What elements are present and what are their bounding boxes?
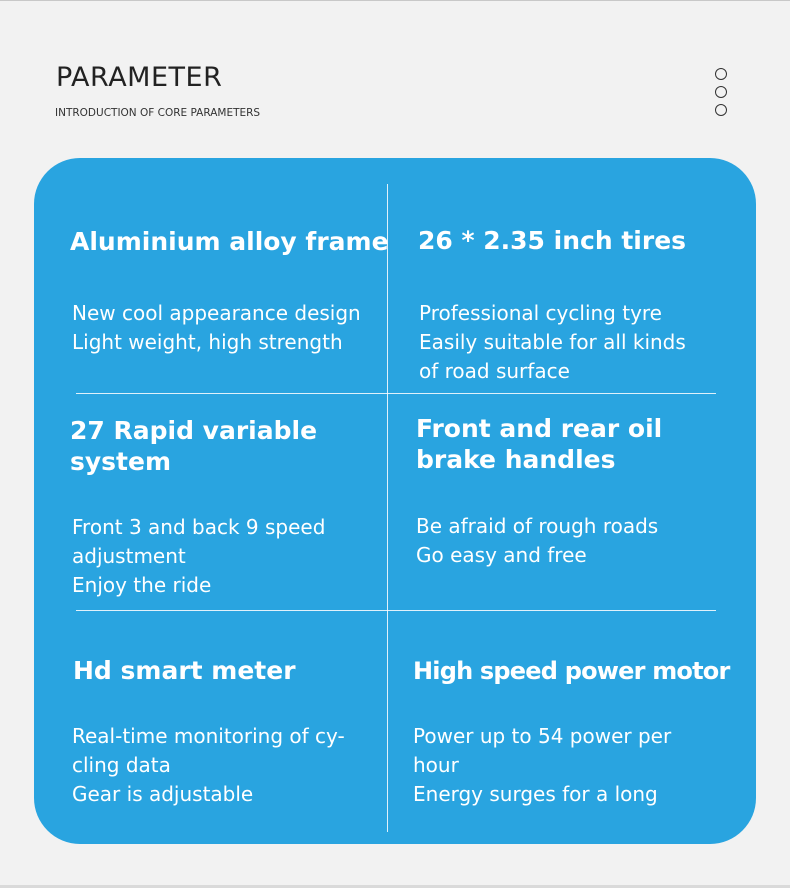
feature-title [413, 656, 730, 687]
feature-line: New cool appearance design [72, 301, 361, 325]
feature-line: Power up to 54 power per [413, 724, 672, 748]
feature-title-line: system [70, 447, 172, 476]
feature-title [70, 415, 317, 477]
decorative-dots [715, 68, 729, 122]
feature-line: Light weight, high strength [72, 330, 343, 354]
feature-line: Easily suitable for all kinds [419, 330, 686, 354]
feature-title [418, 225, 686, 256]
feature-title-line: High speed power motor [413, 657, 730, 685]
feature-line: Front 3 and back 9 speed [72, 515, 326, 539]
feature-title [70, 226, 389, 257]
feature-description [419, 299, 686, 386]
feature-title [73, 655, 296, 686]
feature-line: adjustment [72, 544, 186, 568]
circle-icon [715, 104, 727, 116]
feature-description [72, 299, 361, 357]
column-divider [387, 184, 388, 832]
top-border [0, 0, 790, 1]
row-divider [76, 610, 716, 611]
circle-icon [715, 86, 727, 98]
feature-line: Gear is adjustable [72, 782, 254, 806]
feature-title-line: Aluminium alloy frame [70, 227, 389, 256]
feature-line: Be afraid of rough roads [416, 514, 659, 538]
feature-line: Go easy and free [416, 543, 587, 567]
feature-description [72, 722, 345, 809]
feature-description [413, 722, 671, 809]
feature-line: hour [413, 753, 459, 777]
feature-description [72, 513, 325, 600]
feature-line: of road surface [419, 359, 570, 383]
feature-title [416, 413, 662, 475]
circle-icon [715, 68, 727, 80]
feature-line: Energy surges for a long [413, 782, 658, 806]
feature-line: Professional cycling tyre [419, 301, 662, 325]
page-subtitle: INTRODUCTION OF CORE PARAMETERS [55, 107, 261, 119]
feature-line: Enjoy the ride [72, 573, 212, 597]
feature-title-line: Front and rear oil [416, 414, 663, 443]
feature-line: Real-time monitoring of cy- [72, 724, 345, 748]
row-divider [76, 393, 716, 394]
feature-description [416, 512, 658, 570]
feature-title-line: brake handles [416, 445, 616, 474]
feature-title-line: Hd smart meter [73, 656, 296, 685]
feature-title-line: 27 Rapid variable [70, 416, 318, 445]
page-title: PARAMETER [56, 62, 223, 93]
feature-line: cling data [72, 753, 171, 777]
feature-title-line: 26 * 2.35 inch tires [418, 226, 687, 255]
